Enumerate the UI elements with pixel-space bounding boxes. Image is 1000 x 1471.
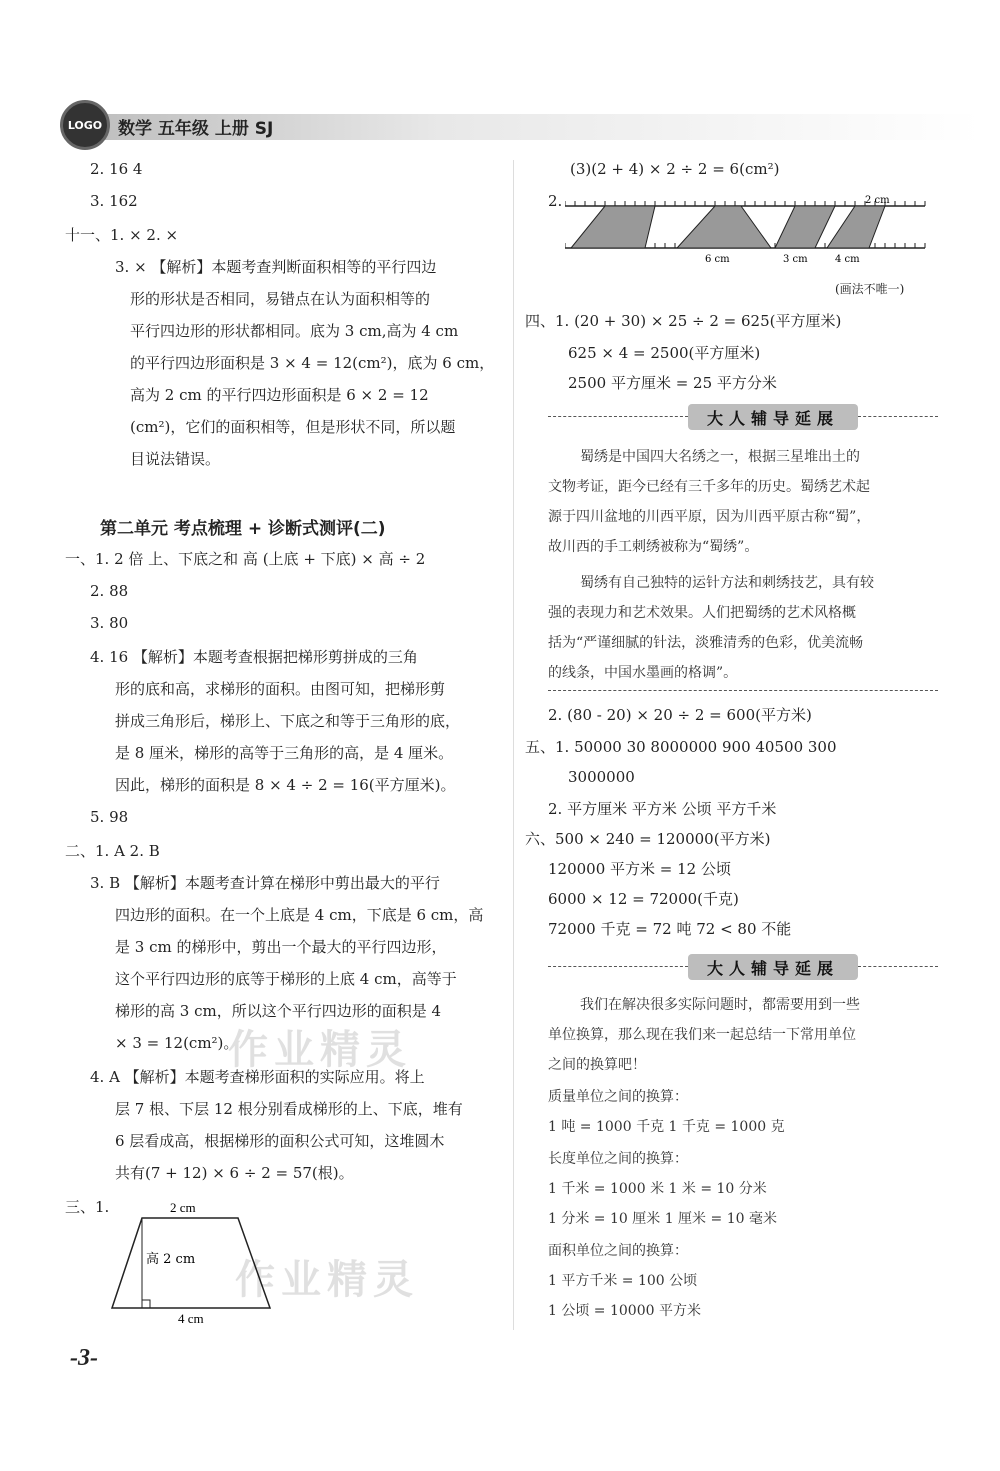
text-line: 4. 16 【解析】本题考查根据把梯形剪拼成的三角 bbox=[90, 648, 418, 666]
text-line: 的线条，中国水墨画的格调”。 bbox=[548, 665, 738, 681]
text-line: 强的表现力和艺术效果。人们把蜀绣的艺术风格概 bbox=[548, 605, 856, 621]
text-line: 5. 98 bbox=[90, 808, 129, 826]
fig-label-3: 3 cm bbox=[783, 254, 808, 265]
text-line: 2. 16 4 bbox=[90, 160, 143, 178]
figure-note: (画法不唯一) bbox=[835, 282, 905, 296]
shape-1 bbox=[571, 206, 655, 248]
page-number: -3- bbox=[70, 1345, 98, 1371]
text-line: 层 7 根、下层 12 根分别看成梯形的上、下底，堆有 bbox=[115, 1100, 463, 1118]
text-line: 二、1. A 2. B bbox=[65, 842, 160, 860]
text-line: 2500 平方厘米 = 25 平方分米 bbox=[568, 374, 777, 392]
text-line: (3)(2 + 4) × 2 ÷ 2 = 6(cm²) bbox=[570, 160, 780, 178]
page-header bbox=[60, 100, 990, 150]
text-line: 1 分米 = 10 厘米 1 厘米 = 10 毫米 bbox=[548, 1211, 777, 1227]
text-line: 四、1. (20 + 30) × 25 ÷ 2 = 625(平方厘米) bbox=[525, 312, 842, 330]
brand-logo-icon bbox=[60, 100, 110, 150]
text-line: 的平行四边形面积是 3 × 4 = 12(cm²)，底为 6 cm， bbox=[130, 354, 495, 372]
banner-label: 大人辅导延展 bbox=[688, 954, 858, 980]
text-line: 是 3 cm 的梯形中，剪出一个最大的平行四边形， bbox=[115, 938, 447, 956]
text-line: 三、1. bbox=[65, 1198, 110, 1216]
text-line: 形的形状是否相同，易错点在认为面积相等的 bbox=[130, 290, 431, 308]
text-line: 6000 × 12 = 72000(千克) bbox=[548, 890, 739, 908]
fig-label-1: 2 cm bbox=[865, 195, 890, 206]
text-line: 面积单位之间的换算： bbox=[548, 1243, 688, 1259]
text-line: 因此，梯形的面积是 8 × 4 ÷ 2 = 16(平方厘米)。 bbox=[115, 776, 456, 794]
banner-dash-right bbox=[858, 966, 938, 967]
text-line: 五、1. 50000 30 8000000 900 40500 300 bbox=[525, 738, 837, 756]
banner-label: 大人辅导延展 bbox=[688, 404, 858, 430]
text-line: 2. 88 bbox=[90, 582, 129, 600]
text-line: 故川西的手工刺绣被称为“蜀绣”。 bbox=[548, 539, 759, 555]
text-line: 单位换算，那么现在我们来一起总结一下常用单位 bbox=[548, 1027, 856, 1043]
text-line: 4. A 【解析】本题考查梯形面积的实际应用。将上 bbox=[90, 1068, 425, 1086]
text-line: 十一、1. × 2. × bbox=[65, 226, 179, 244]
text-line: 四边形的面积。在一个上底是 4 cm，下底是 6 cm，高 bbox=[115, 906, 484, 924]
text-line: 一、1. 2 倍 上、下底之和 高 (上底 + 下底) × 高 ÷ 2 bbox=[65, 550, 426, 568]
text-line: 括为“严谨细腻的针法，淡雅清秀的色彩，优美流畅 bbox=[548, 635, 864, 651]
shape-2 bbox=[677, 206, 771, 248]
text-line: 120000 平方米 = 12 公顷 bbox=[548, 860, 731, 878]
shape-3 bbox=[775, 206, 835, 248]
text-line: 3. 80 bbox=[90, 614, 129, 632]
text-line: 质量单位之间的换算： bbox=[548, 1089, 688, 1105]
text-line: 源于四川盆地的川西平原，因为川西平原古称“蜀”， bbox=[548, 509, 871, 525]
text-line: 2. bbox=[548, 192, 563, 210]
right-angle-mark bbox=[142, 1300, 150, 1308]
trap-height-label: 高 2 cm bbox=[146, 1252, 196, 1267]
text-line: 蜀绣有自己独特的运针方法和刺绣技艺，具有较 bbox=[580, 575, 874, 591]
text-line: 目说法错误。 bbox=[130, 450, 221, 468]
extension-banner-2 bbox=[548, 954, 938, 980]
fig-label-2: 6 cm bbox=[705, 254, 730, 265]
text-line: 625 × 4 = 2500(平方厘米) bbox=[568, 344, 761, 362]
section-title: 第二单元 考点梳理 + 诊断式测评(二) bbox=[100, 519, 386, 539]
text-line: 1 千米 = 1000 米 1 米 = 10 分米 bbox=[548, 1181, 767, 1197]
text-line: 3. × 【解析】本题考查判断面积相等的平行四边 bbox=[115, 258, 437, 276]
shapes-figure bbox=[565, 192, 935, 272]
banner-dash-left bbox=[548, 416, 688, 417]
text-line: 1 公顷 = 10000 平方米 bbox=[548, 1303, 701, 1319]
text-line: 这个平行四边形的底等于梯形的上底 4 cm，高等于 bbox=[115, 970, 457, 988]
text-line: 长度单位之间的换算： bbox=[548, 1151, 688, 1167]
text-line: 蜀绣是中国四大名绣之一，根据三星堆出土的 bbox=[580, 449, 860, 465]
text-line: 之间的换算吧！ bbox=[548, 1057, 646, 1073]
text-line: 高为 2 cm 的平行四边形面积是 6 × 2 = 12 bbox=[130, 386, 429, 404]
text-line: 平行四边形的形状都相同。底为 3 cm,高为 4 cm bbox=[130, 322, 459, 340]
extension-banner-1 bbox=[548, 404, 938, 430]
text-line: 3. B 【解析】本题考查计算在梯形中剪出最大的平行 bbox=[90, 874, 440, 892]
column-divider bbox=[513, 160, 514, 1330]
text-line: 2. 平方厘米 平方米 公顷 平方千米 bbox=[548, 800, 777, 818]
text-line: 我们在解决很多实际问题时，都需要用到一些 bbox=[580, 997, 860, 1013]
text-line: 1 平方千米 = 100 公顷 bbox=[548, 1273, 698, 1289]
text-line: 3. 162 bbox=[90, 192, 138, 210]
text-line: 1 吨 = 1000 千克 1 千克 = 1000 克 bbox=[548, 1119, 785, 1135]
text-line: × 3 = 12(cm²)。 bbox=[115, 1034, 239, 1052]
banner-dash-left bbox=[548, 966, 688, 967]
text-line: 共有(7 + 12) × 6 ÷ 2 = 57(根)。 bbox=[115, 1164, 354, 1182]
text-line: 6 层看成高，根据梯形的面积公式可知，这堆圆木 bbox=[115, 1132, 445, 1150]
banner-dash-right bbox=[858, 416, 938, 417]
text-line: (cm²)，它们的面积相等，但是形状不同，所以题 bbox=[130, 418, 456, 436]
text-line: 文物考证，距今已经有三千多年的历史。蜀绣艺术起 bbox=[548, 479, 870, 495]
text-line: 2. (80 - 20) × 20 ÷ 2 = 600(平方米) bbox=[548, 706, 812, 724]
trap-top-label: 2 cm bbox=[170, 1200, 196, 1215]
trap-bottom-label: 4 cm bbox=[178, 1311, 204, 1326]
logo-text: LOGO bbox=[67, 118, 103, 132]
extension-end-line-1 bbox=[548, 690, 938, 691]
watermark: 作业精灵 bbox=[235, 1257, 419, 1303]
text-line: 3000000 bbox=[568, 768, 635, 786]
shape-4 bbox=[827, 206, 885, 248]
text-line: 梯形的高 3 cm，所以这个平行四边形的面积是 4 bbox=[115, 1002, 442, 1020]
text-line: 形的底和高，求梯形的面积。由图可知，把梯形剪 bbox=[115, 680, 446, 698]
text-line: 72000 千克 = 72 吨 72 < 80 不能 bbox=[548, 920, 792, 938]
fig-label-4: 4 cm bbox=[835, 254, 860, 265]
text-line: 拼成三角形后，梯形上、下底之和等于三角形的底， bbox=[115, 712, 461, 730]
text-line: 六、500 × 240 = 120000(平方米) bbox=[525, 830, 771, 848]
text-line: 是 8 厘米，梯形的高等于三角形的高，是 4 厘米。 bbox=[115, 744, 454, 762]
book-title: 数学 五年级 上册 SJ bbox=[118, 119, 274, 139]
watermark: 作业精灵 bbox=[228, 1027, 412, 1073]
